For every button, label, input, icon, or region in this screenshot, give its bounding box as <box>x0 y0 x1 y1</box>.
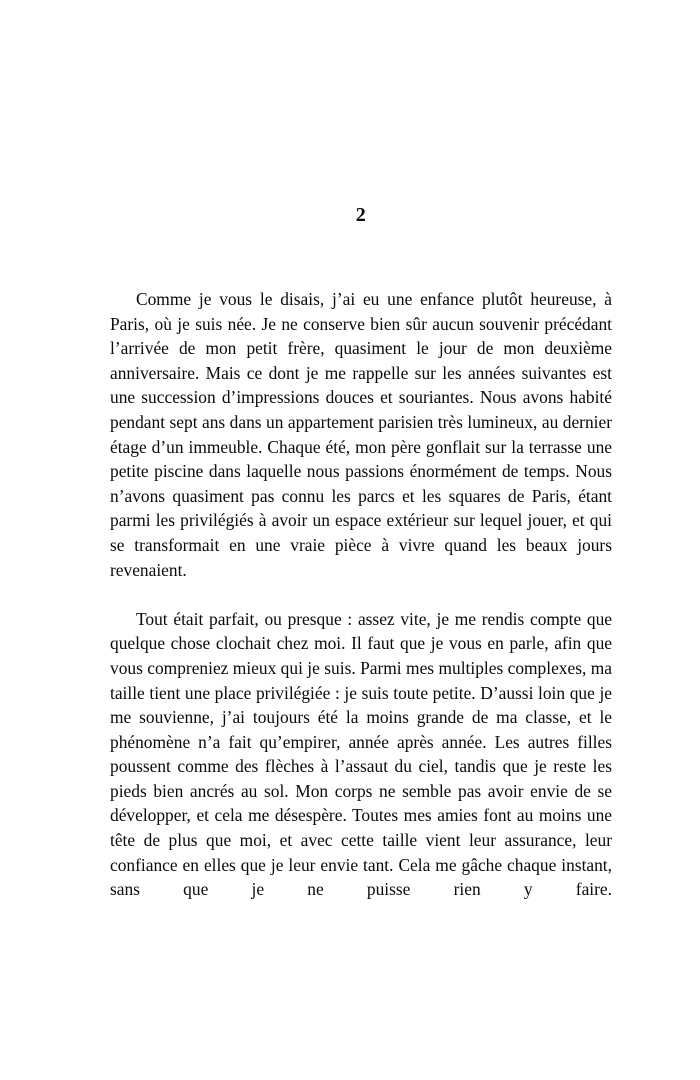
body-text-container <box>110 287 612 926</box>
page-text-block <box>110 205 612 926</box>
paragraph: Tout était parfait, ou presque : assez vite, je me rendis compte que quelque chose clochait chez moi. Il faut que je vous en parle, afin que vous compreniez mieux qui je suis. Parmi mes multiples complexes, ma taille tient une place privilégiée : je suis toute petite. D’aussi loin que je me souvienne, j’ai toujours été la moins grande de ma classe, et le phénomène n’a fait qu’empirer, année après année. Les autres filles poussent comme des flèches à l’assaut du ciel, tandis que je reste les pieds bien ancrés au sol. Mon corps ne semble pas avoir envie de se développer, et cela me désespère. Toutes mes amies font au moins une tête de plus que moi, et avec cette taille vient leur assurance, leur confiance en elles que je leur envie tant. Cela me gâche chaque instant, sans que je ne puisse rien y faire. <box>110 608 612 900</box>
chapter-number-heading: 2 <box>355 204 367 226</box>
paragraph: Comme je vous le disais, j’ai eu une enfance plutôt heureuse, à Paris, où je suis née. Je ne conserve bien sûr aucun souvenir précédant l’arrivée de mon petit frère, quasiment le jour de mon deuxième anniversaire. Mais ce dont je me rappelle sur les années suivantes est une succession d’impressions douces et souriantes. Nous avons habité pendant sept ans dans un appartement parisien très lumineux, au dernier étage d’un immeuble. Chaque été, mon père gonflait sur la terrasse une petite piscine dans laquelle nous passions énormément de temps. Nous n’avons quasiment pas connu les parcs et les squares de Paris, étant parmi les privilégiés à avoir un espace extérieur sur lequel jouer, et qui se transformait en une vraie pièce à vivre quand les beaux jours revenaient. <box>110 289 612 580</box>
